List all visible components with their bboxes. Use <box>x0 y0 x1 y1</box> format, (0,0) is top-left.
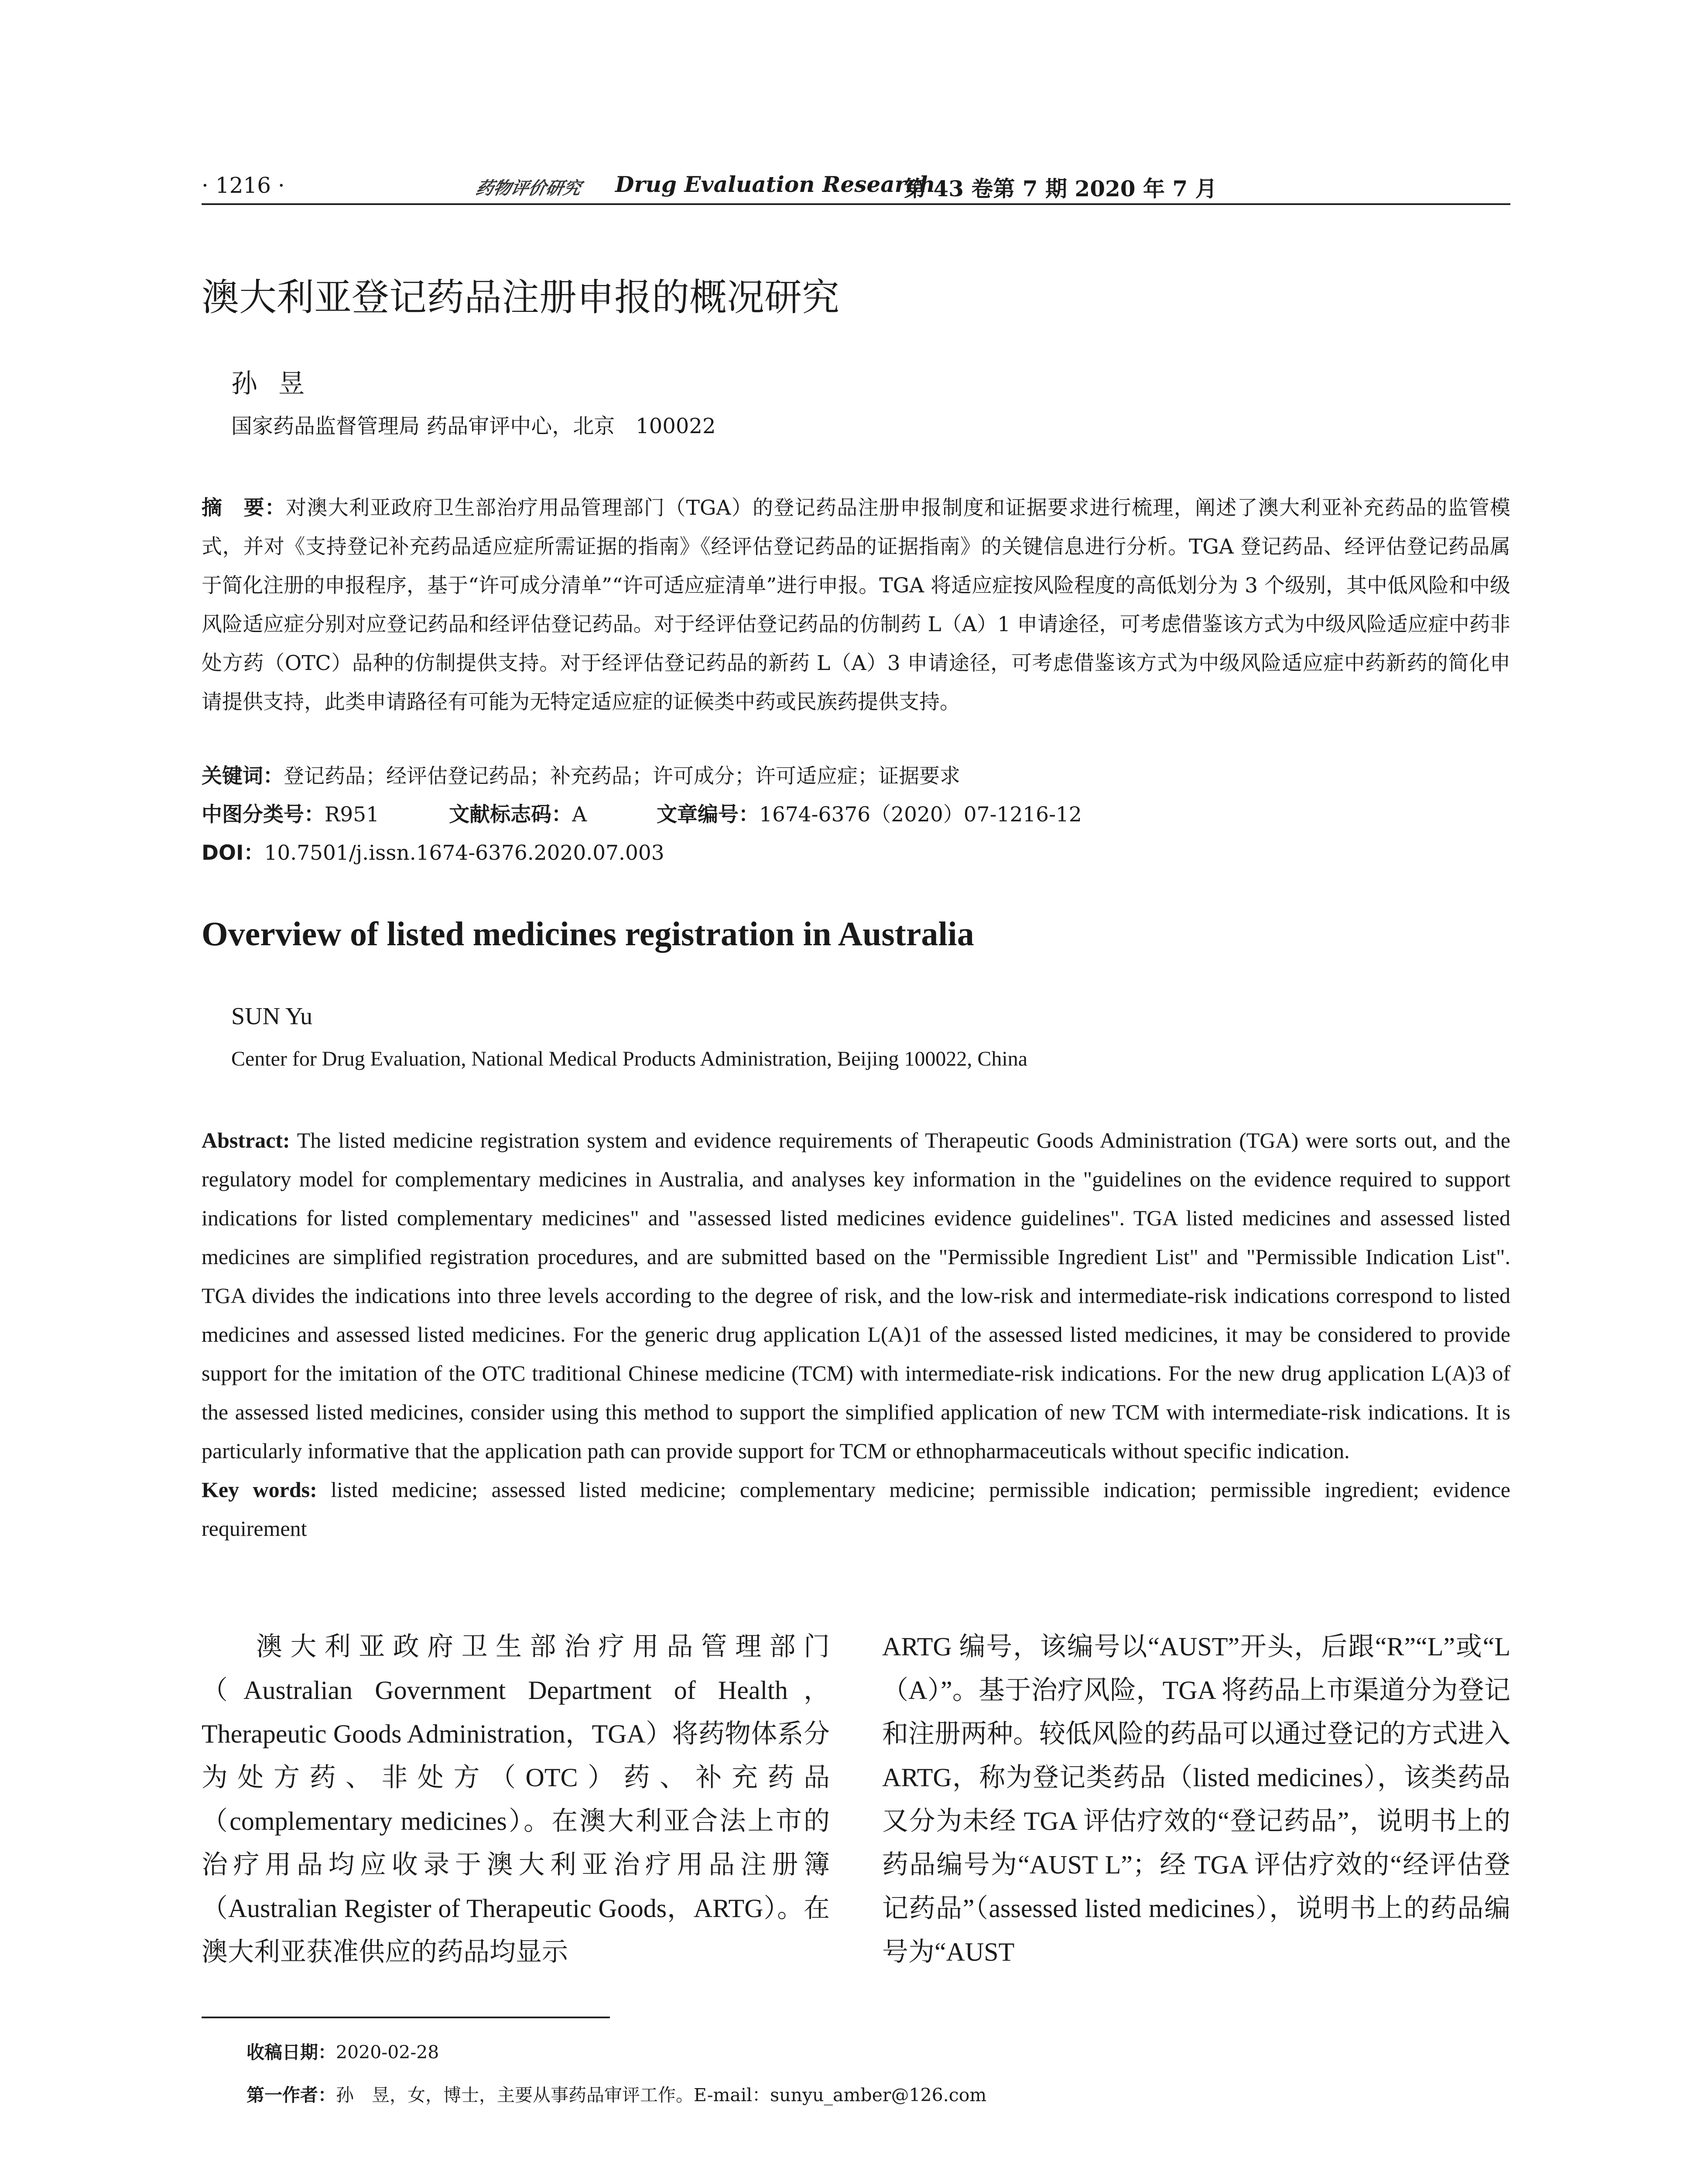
document-code-label: 文献标志码： <box>449 803 572 827</box>
abstract-en-text: The listed medicine registration system and evidence requirements of Therapeutic Goods Administration (TGA) were sorts out, and the regulatory model for complementary medicines in Australia, and analyses key information in the "guidelines on the evidence required to support indications for listed complementary medicines" and "assessed listed medicines evidence guidelines". TGA listed medicines and assessed listed medicines are simplified registration procedures, and are submitted based on the "Permissible Ingredient List" and "Permissible Indication List". TGA divides the indications into three levels according to the degree of risk, and the low-risk and intermediate-risk indications correspond to listed medicines and assessed listed medicines. For the generic drug application L(A)1 of the assessed listed medicines, it may be considered to provide support for the imitation of the OTC traditional Chinese medicine (TCM) with intermediate-risk indications. For the new drug application L(A)3 of the assessed listed medicines, consider using this method to support the simplified application of new TCM with intermediate-risk indications. It is particularly informative that the application path can provide support for TCM or ethnopharmaceuticals without specific indication. <box>202 1128 1510 1463</box>
keywords-en-label: Key words: <box>202 1477 317 1502</box>
keywords-zh-label: 关键词： <box>202 764 284 788</box>
abstract-zh <box>202 489 1510 721</box>
journal-title: Drug Evaluation Research <box>615 171 935 197</box>
author-name-zh: 孙昱 <box>231 369 325 399</box>
document-code-value: A <box>572 803 587 827</box>
first-author-value: 孙 昱，女，博士，主要从事药品审评工作。E-mail：sunyu_amber@126.com <box>336 2085 987 2106</box>
body-column-left: 澳大利亚政府卫生部治疗用品管理部门（Australian Government Department of Health，Therapeutic Goods Administration，TGA）将药物体系分为处方药、非处方（OTC）药、补充药品（complementary medicines）。在澳大利亚合法上市的治疗用品均应收录于澳大利亚治疗用品注册簿（Australian Register of Therapeutic Goods，ARTG）。在澳大利亚获准供应的药品均显示 <box>202 1632 830 1966</box>
clc-label: 中图分类号： <box>202 803 325 827</box>
received-date-value: 2020-02-28 <box>336 2042 439 2063</box>
abstract-en-paragraph <box>202 1121 1510 1470</box>
footnote-first-author <box>246 2081 986 2106</box>
abstract-zh-label: 摘 要： <box>202 496 286 520</box>
header-divider <box>202 203 1510 205</box>
article-title-zh: 澳大利亚登记药品注册申报的概况研究 <box>202 276 839 319</box>
body-column-right: ARTG 编号，该编号以“AUST”开头，后跟“R”“L”或“L（A）”。基于治疗风险，TGA 将药品上市渠道分为登记和注册两种。较低风险的药品可以通过登记的方式进入 ARTG，称为登记类药品（listed medicines），该类药品又分为未经 TGA 评估疗效的“登记药品”，说明书上的药品编号为“AUST L”；经 TGA 评估疗效的“经评估登记药品”（assessed listed medicines），说明书上的药品编号为“AUST <box>882 1632 1510 1966</box>
first-author-label: 第一作者： <box>246 2085 336 2106</box>
keywords-zh-text: 登记药品；经评估登记药品；补充药品；许可成分；许可适应症；证据要求 <box>284 764 960 788</box>
abstract-zh-text: 对澳大利亚政府卫生部治疗用品管理部门（TGA）的登记药品注册申报制度和证据要求进行梳理，阐述了澳大利亚补充药品的监管模式，并对《支持登记补充药品适应症所需证据的指南》《经评估登记药品的证据指南》的关键信息进行分析。TGA 登记药品、经评估登记药品属于简化注册的申报程序，基于“许可成分清单”“许可适应症清单”进行申报。TGA 将适应症按风险程度的高低划分为 3 个级别，其中低风险和中级风险适应症分别对应登记药品和经评估登记药品。对于经评估登记药品的仿制药 L（A）1 申请途径，可考虑借鉴该方式为中级风险适应症中药非处方药（OTC）品种的仿制提供支持。对于经评估登记药品的新药 L（A）3 申请途径，可考虑借鉴该方式为中级风险适应症中药新药的简化申请提供支持，此类申请路径有可能为无特定适应症的证候类中药或民族药提供支持。 <box>202 496 1511 714</box>
author-affiliation-zh: 国家药品监督管理局 药品审评中心，北京 100022 <box>231 414 716 438</box>
footnote-divider <box>202 2017 610 2018</box>
author-affiliation-en: Center for Drug Evaluation, National Medical Products Administration, Beijing 100022, China <box>231 1047 1028 1070</box>
clc-value: R951 <box>325 803 380 827</box>
journal-issue: 第 43 卷第 7 期 2020 年 7 月 <box>904 176 1217 202</box>
article-number-label: 文章编号： <box>657 803 760 827</box>
journal-logo: 药物评价研究 <box>474 178 583 198</box>
running-header <box>202 169 1510 204</box>
keywords-en <box>202 1470 1510 1548</box>
article-number-value: 1674-6376（2020）07-1216-12 <box>759 803 1082 827</box>
abstract-en-label: Abstract: <box>202 1128 290 1152</box>
keywords-zh <box>202 760 960 789</box>
keywords-en-text: listed medicine; assessed listed medicine; complementary medicine; permissible indication; permissible ingredient; evidence requirement <box>202 1477 1510 1541</box>
page-number: · 1216 · <box>202 173 285 198</box>
article-title-en: Overview of listed medicines registration in Australia <box>202 915 974 953</box>
doi-label: DOI： <box>202 841 264 865</box>
footnote-received-date <box>246 2038 439 2064</box>
abstract-en <box>202 1121 1510 1548</box>
classification-line <box>202 798 1082 827</box>
doi-line <box>202 837 664 866</box>
doi-value: 10.7501/j.issn.1674-6376.2020.07.003 <box>264 841 664 865</box>
received-date-label: 收稿日期： <box>246 2042 336 2063</box>
author-name-en: SUN Yu <box>231 1003 313 1030</box>
